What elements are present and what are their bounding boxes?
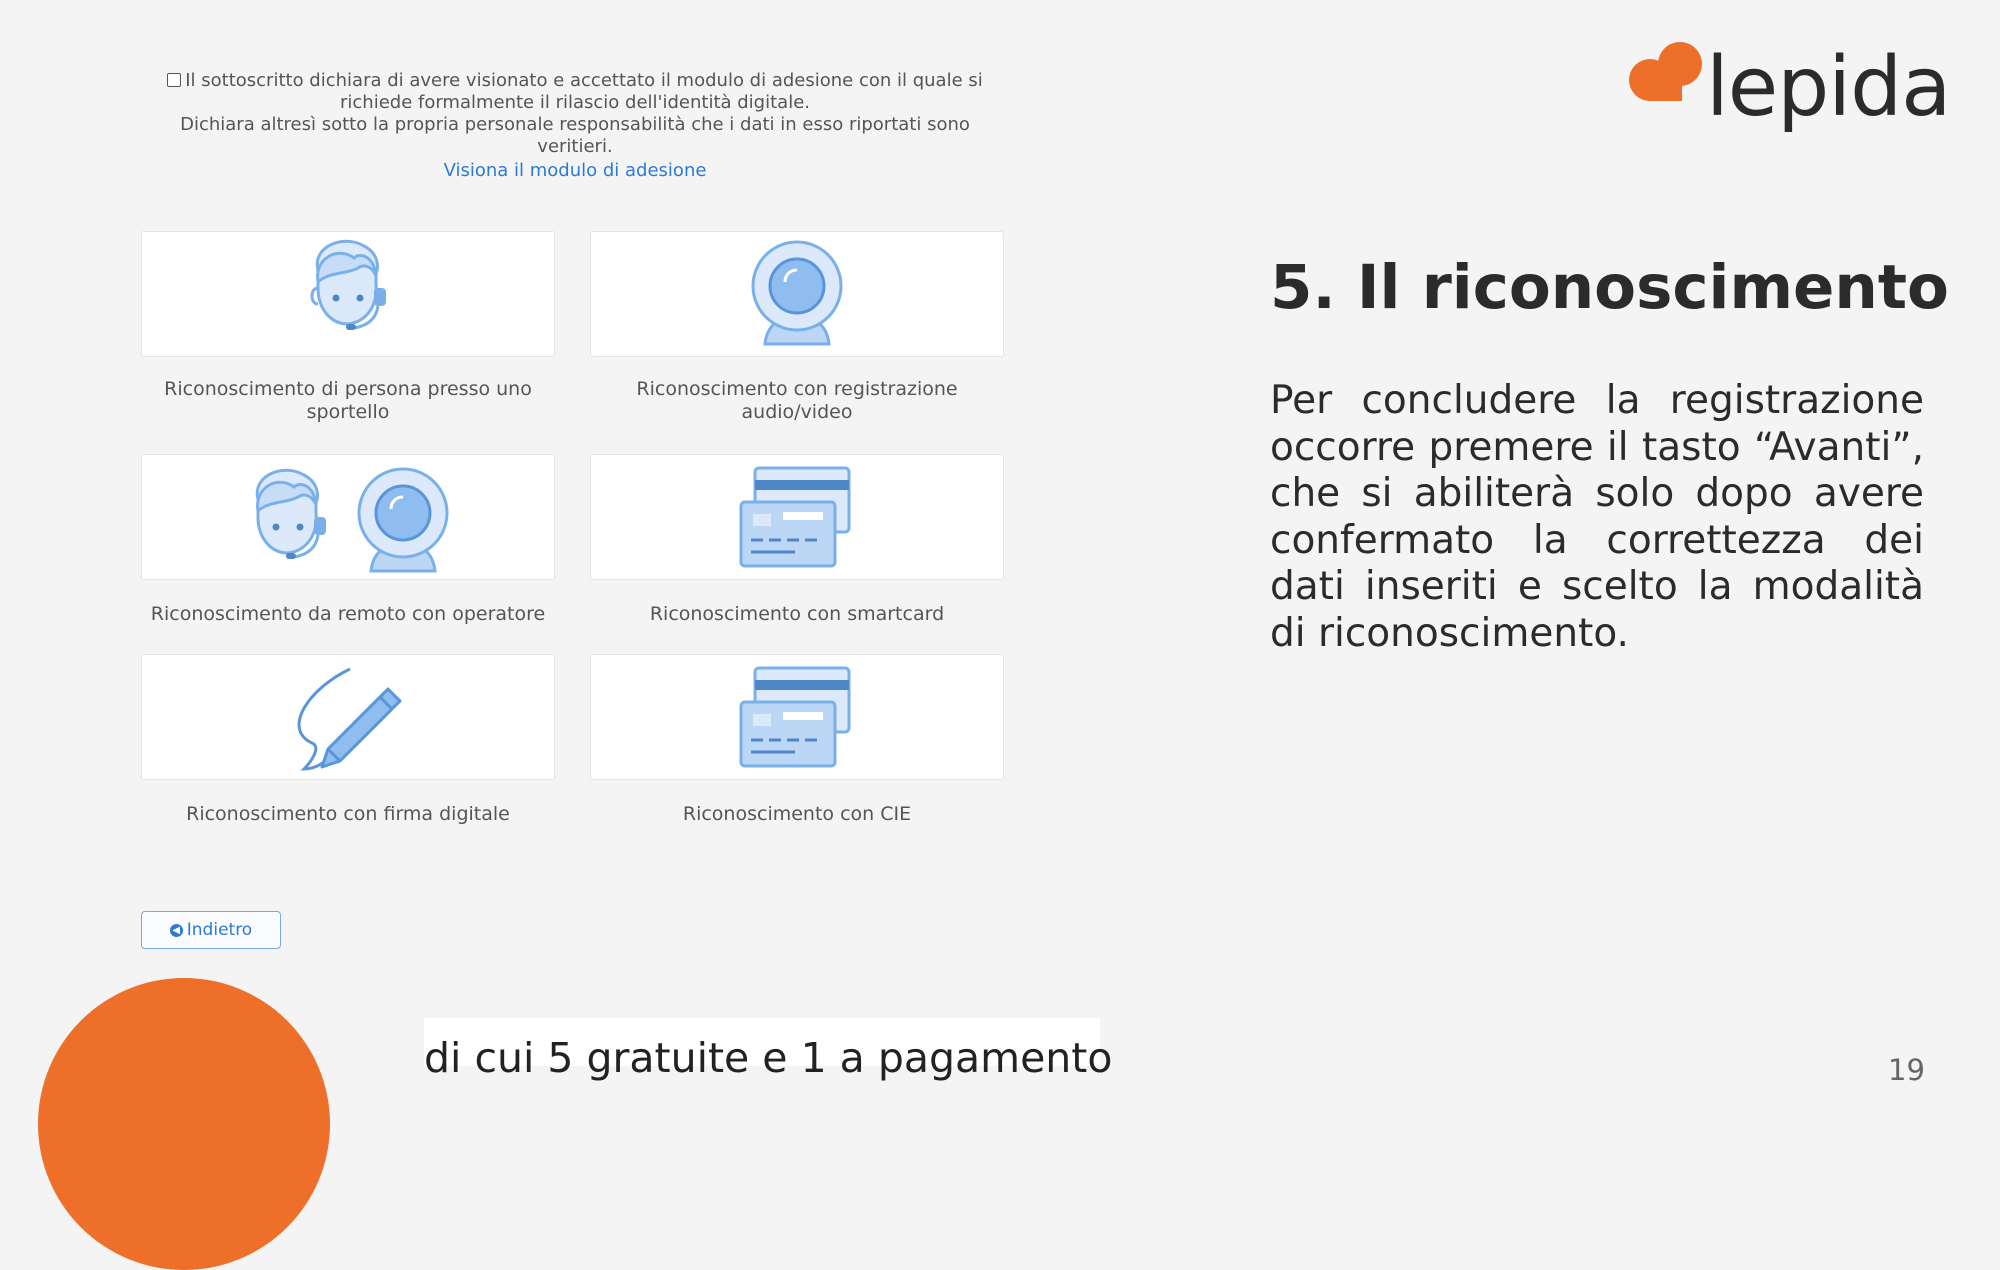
- consent-text-line1: Il sottoscritto dichiara di avere visionato e accettato il modulo di adesione con il quale si: [185, 70, 983, 91]
- option-card-sportello[interactable]: [141, 231, 555, 357]
- slide-title: 5. Il riconoscimento: [1270, 252, 1949, 323]
- decorative-orange-circle: [38, 978, 330, 1270]
- consent-text-line3: Dichiara altresì sotto la propria personale responsabilità che i dati in esso riportati sono: [180, 114, 970, 135]
- footer-text: di cui 5 gratuite e 1 a pagamento: [424, 1034, 1113, 1082]
- operator-webcam-icon: [238, 459, 458, 575]
- digital-signature-pen-icon: [288, 659, 408, 775]
- logo-cloud-icon: [1628, 40, 1712, 110]
- option-card-smartcard[interactable]: [590, 454, 1004, 580]
- operator-headset-icon: [298, 236, 398, 352]
- logo-wordmark: lepida: [1706, 40, 1951, 135]
- option-label-remote-operator: Riconoscimento da remoto con operatore: [150, 603, 546, 625]
- smartcard-icon: [739, 462, 855, 572]
- back-button[interactable]: [141, 911, 281, 949]
- chevron-left-circle-icon: ◀: [170, 924, 183, 937]
- lepida-logo: [1628, 36, 1951, 146]
- option-label-sportello: Riconoscimento di persona presso uno sportello: [164, 378, 532, 423]
- webcam-icon: [747, 236, 847, 352]
- option-card-digital-signature[interactable]: [141, 654, 555, 780]
- consent-checkbox[interactable]: [167, 73, 181, 87]
- option-label-digital-signature: Riconoscimento con firma digitale: [186, 803, 510, 825]
- option-card-audio-video[interactable]: [590, 231, 1004, 357]
- option-label-cie: Riconoscimento con CIE: [682, 803, 912, 825]
- option-label-audio-video: Riconoscimento con registrazione audio/video: [636, 378, 958, 423]
- option-label-smartcard: Riconoscimento con smartcard: [649, 603, 945, 625]
- view-membership-form-link[interactable]: Visiona il modulo di adesione: [443, 160, 707, 181]
- option-card-remote-operator[interactable]: [141, 454, 555, 580]
- consent-block: [140, 70, 1010, 182]
- consent-text-line2: richiede formalmente il rilascio dell'identità digitale.: [339, 92, 810, 113]
- back-button-label: Indietro: [186, 920, 253, 940]
- consent-text-line4: veritieri.: [537, 136, 613, 157]
- cie-card-icon: [739, 662, 855, 772]
- option-card-cie[interactable]: [590, 654, 1004, 780]
- slide-body: Per concludere la registrazione occorre premere il tasto “Avanti”, che si abiliterà solo dopo avere confermato la correttezza dei dati inseriti e scelto la modalità di riconoscimento.: [1270, 378, 1924, 656]
- page-number: 19: [1888, 1053, 1925, 1087]
